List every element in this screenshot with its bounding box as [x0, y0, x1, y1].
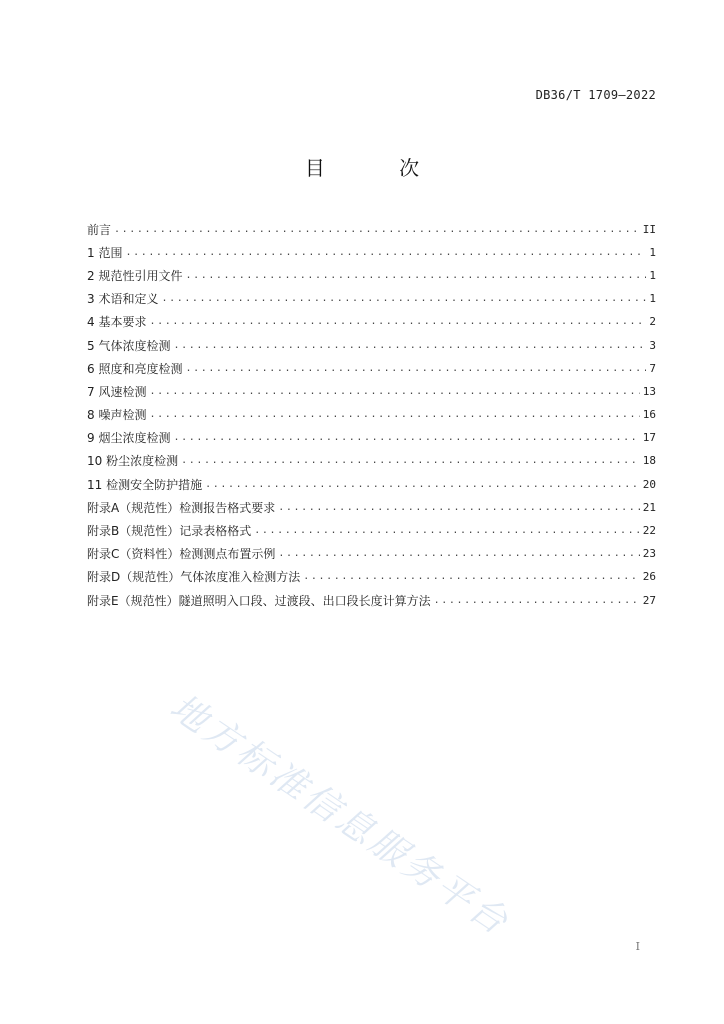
toc-entry-label: 1 范围	[87, 245, 123, 260]
toc-leader-dots	[149, 384, 639, 400]
toc-entry[interactable]	[87, 450, 656, 473]
toc-entry-label: 2 规范性引用文件	[87, 268, 183, 283]
toc-entry[interactable]	[87, 264, 656, 287]
toc-entry[interactable]	[87, 311, 656, 334]
toc-entry-page: II	[642, 222, 656, 236]
toc-entry-label: 7 风速检测	[87, 384, 147, 399]
toc-entry[interactable]	[87, 357, 656, 380]
toc-leader-dots	[434, 593, 640, 609]
toc-entry[interactable]	[87, 218, 656, 241]
toc-entry[interactable]	[87, 404, 656, 427]
toc-entry[interactable]	[87, 496, 656, 519]
toc-entry[interactable]	[87, 589, 656, 612]
toc-entry[interactable]	[87, 241, 656, 264]
toc-entry-page: 1	[649, 268, 656, 282]
toc-leader-dots	[149, 314, 646, 330]
toc-entry[interactable]	[87, 427, 656, 450]
toc-entry-label: 8 噪声检测	[87, 408, 147, 423]
toc-entry-label: 附录B（规范性）记录表格格式	[87, 524, 252, 539]
toc-entry[interactable]	[87, 473, 656, 496]
toc-entry-label: 9 烟尘浓度检测	[87, 431, 171, 446]
toc-entry-label: 附录E（规范性）隧道照明入口段、过渡段、出口段长度计算方法	[87, 593, 431, 608]
toc-leader-dots	[278, 500, 640, 516]
toc-entry-page: 23	[642, 547, 656, 561]
toc-entry-label: 附录D（规范性）气体浓度准入检测方法	[87, 570, 301, 585]
toc-entry-page: 1	[649, 292, 656, 306]
toc-leader-dots	[114, 222, 640, 238]
toc-entry-page: 13	[642, 384, 656, 398]
toc-leader-dots	[173, 338, 646, 354]
toc-entry-label: 前言	[87, 222, 112, 237]
toc-entry-page: 2	[649, 315, 656, 329]
toc-leader-dots	[254, 523, 640, 539]
toc-leader-dots	[161, 291, 646, 307]
toc-entry-page: 26	[642, 570, 656, 584]
toc-entry-page: 1	[649, 245, 656, 259]
toc-entry-page: 22	[642, 524, 656, 538]
toc-leader-dots	[149, 407, 639, 423]
toc-entry-page: 3	[649, 338, 656, 352]
toc-leader-dots	[185, 268, 646, 284]
toc-entry-label: 11 检测安全防护措施	[87, 477, 203, 492]
toc-entry-label: 5 气体浓度检测	[87, 338, 171, 353]
toc-entry-label: 附录C（资料性）检测测点布置示例	[87, 547, 276, 562]
toc-leader-dots	[205, 477, 640, 493]
toc-entry-page: 17	[642, 431, 656, 445]
toc-entry-label: 10 粉尘浓度检测	[87, 454, 179, 469]
toc-leader-dots	[185, 361, 646, 377]
toc-entry[interactable]	[87, 288, 656, 311]
toc-entry-page: 18	[642, 454, 656, 468]
toc-entry[interactable]	[87, 334, 656, 357]
toc-entry-label: 附录A（规范性）检测报告格式要求	[87, 500, 276, 515]
toc-entry-page: 16	[642, 408, 656, 422]
toc-entry[interactable]	[87, 543, 656, 566]
watermark: 地方标准信息服务平台	[162, 686, 518, 945]
toc-leader-dots	[125, 245, 646, 261]
toc-entry-label: 6 照度和亮度检测	[87, 361, 183, 376]
toc-leader-dots	[278, 546, 639, 562]
toc-entry[interactable]	[87, 519, 656, 542]
toc-entry-page: 7	[649, 361, 656, 375]
document-code: DB36/T 1709—2022	[535, 88, 656, 102]
toc-entry-page: 20	[642, 477, 656, 491]
toc-leader-dots	[181, 453, 640, 469]
page-title: 目 次	[304, 156, 454, 180]
toc-leader-dots	[303, 569, 640, 585]
toc-leader-dots	[173, 430, 639, 446]
toc-entry-page: 21	[642, 500, 656, 514]
toc-entry[interactable]	[87, 566, 656, 589]
toc-entry-label: 4 基本要求	[87, 315, 147, 330]
toc-entry[interactable]	[87, 380, 656, 403]
toc-entry-label: 3 术语和定义	[87, 292, 159, 307]
table-of-contents	[87, 218, 656, 612]
toc-entry-page: 27	[642, 593, 656, 607]
footer-page-number: I	[635, 940, 640, 953]
